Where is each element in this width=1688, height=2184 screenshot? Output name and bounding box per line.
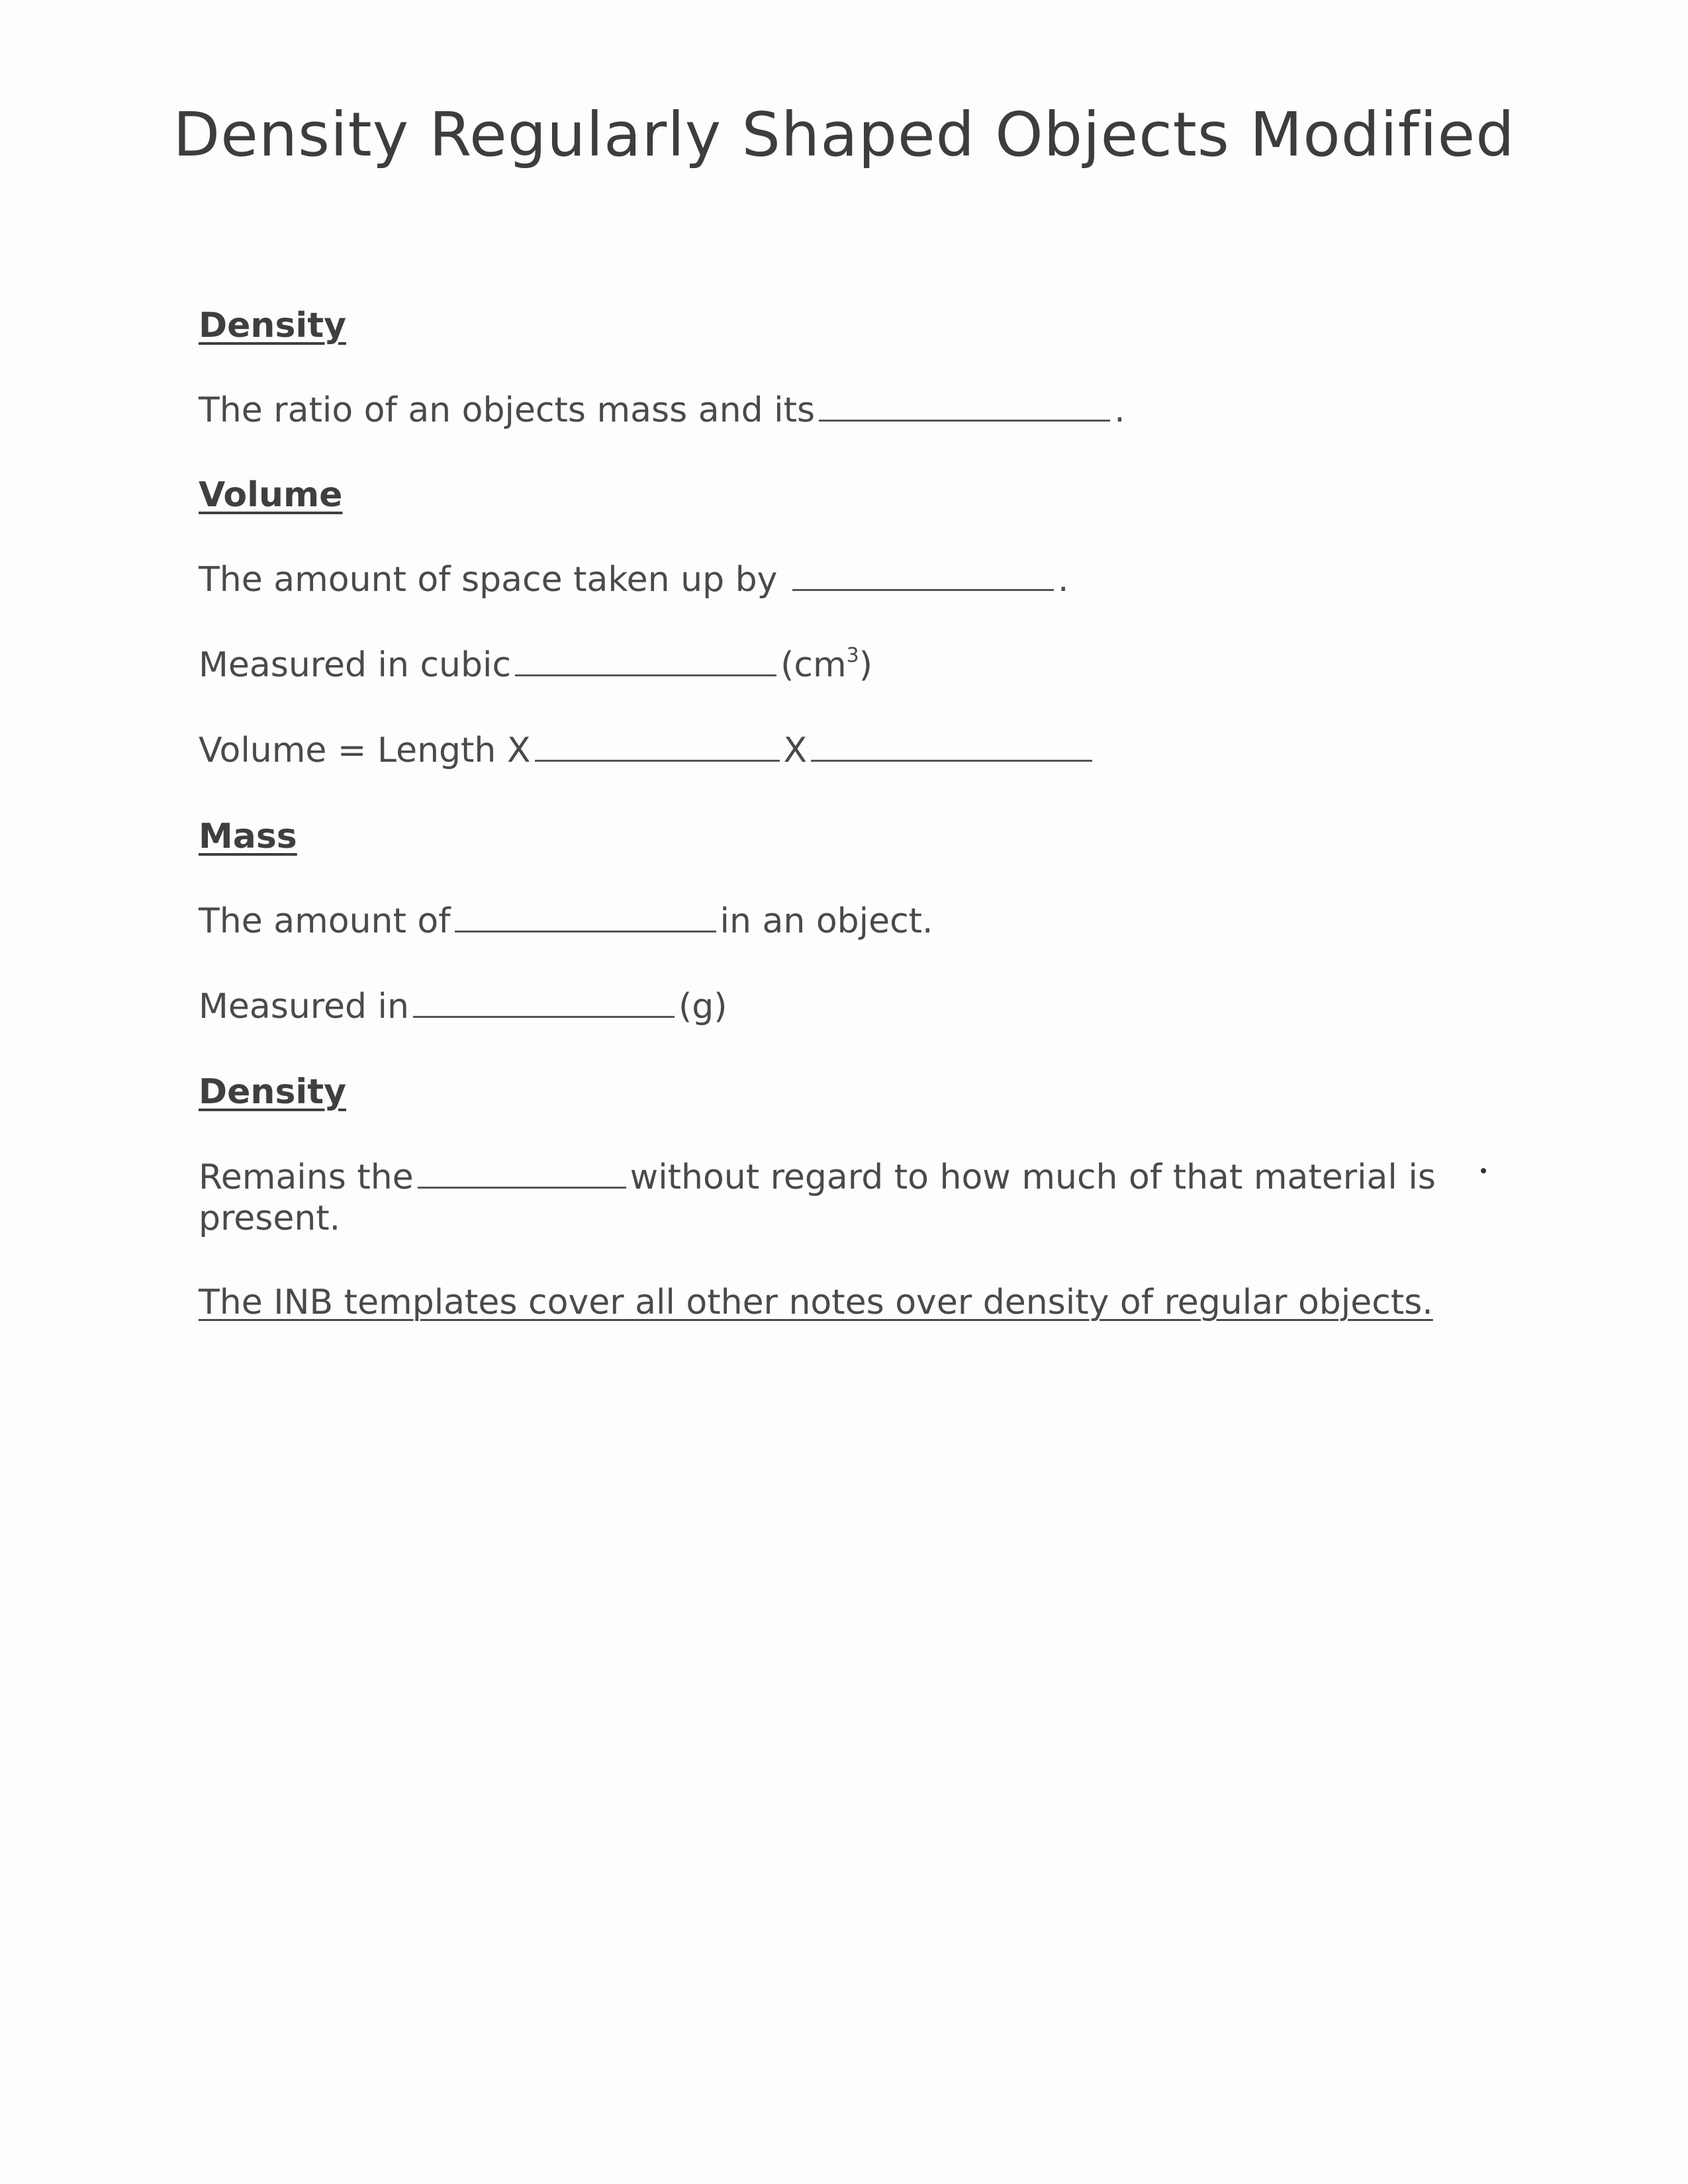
multiply-sign: X [783, 731, 808, 770]
page-title: Density Regularly Shaped Objects Modified [173, 99, 1515, 170]
density-constant-text: Remains the [199, 1158, 414, 1197]
mass-definition-text: The amount of [199, 901, 451, 941]
density-definition-text: The ratio of an objects mass and its [199, 390, 816, 430]
volume-formula-text: Volume = Length X [199, 731, 531, 770]
section-heading-volume: Volume [199, 475, 343, 515]
section-heading-density-2: Density [199, 1072, 346, 1112]
period: . [1057, 560, 1069, 600]
mass-definition-line [199, 901, 933, 941]
density-constant-line [199, 1157, 1523, 1239]
fill-in-blank[interactable] [413, 1015, 675, 1018]
fill-in-blank[interactable] [811, 759, 1092, 762]
mass-units-text: Measured in [199, 987, 409, 1026]
density-constant-suffix: without regard to how much of that material is [630, 1158, 1436, 1197]
mass-units-line [199, 987, 727, 1026]
density-constant-continuation: present. [199, 1199, 341, 1238]
period: . [1114, 390, 1125, 430]
volume-definition-line [199, 560, 1068, 600]
density-definition-line [199, 390, 1125, 430]
volume-formula-line [199, 731, 1096, 770]
section-heading-mass: Mass [199, 817, 297, 856]
fill-in-blank[interactable] [515, 674, 776, 676]
fill-in-blank[interactable] [535, 759, 780, 762]
mass-definition-suffix: in an object. [720, 901, 933, 941]
volume-unit: (cm [780, 645, 847, 685]
stray-dot-mark [1481, 1168, 1486, 1173]
fill-in-blank[interactable] [418, 1186, 626, 1189]
footer-note: The INB templates cover all other notes over density of regular objects. [199, 1283, 1433, 1322]
volume-unit-close: ) [859, 645, 872, 685]
mass-unit: (g) [678, 987, 727, 1026]
volume-units-line [199, 645, 872, 685]
fill-in-blank[interactable] [455, 930, 716, 933]
cubic-superscript: 3 [846, 644, 859, 667]
volume-units-text: Measured in cubic [199, 645, 512, 685]
section-heading-density: Density [199, 306, 346, 345]
fill-in-blank[interactable] [792, 588, 1054, 591]
volume-definition-text: The amount of space taken up by [199, 560, 778, 600]
fill-in-blank[interactable] [819, 419, 1110, 422]
